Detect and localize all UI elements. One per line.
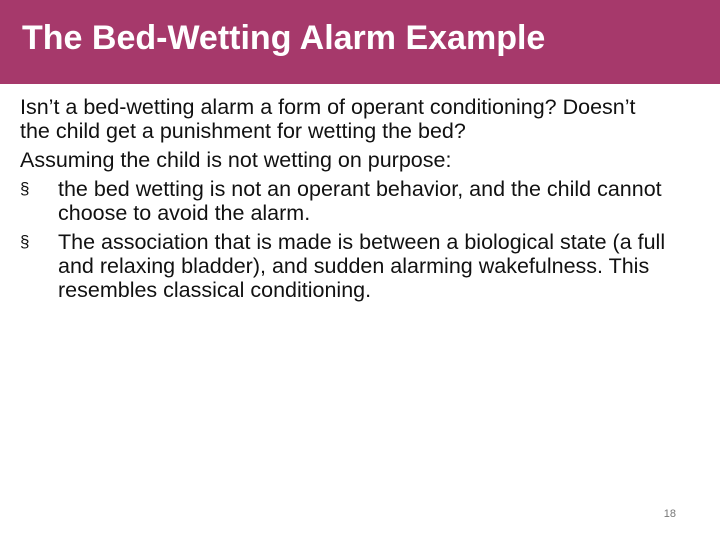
bullet-text: the bed wetting is not an operant behavior, and the child cannot choose to avoid the alarm. xyxy=(58,177,662,225)
bullet-item xyxy=(20,230,670,302)
assumption-text: Assuming the child is not wetting on purpose: xyxy=(20,148,452,172)
title-bar xyxy=(0,0,720,84)
intro-question: Isn’t a bed-wetting alarm a form of operant conditioning? Doesn’t the child get a punishment for wetting the bed? xyxy=(20,95,636,143)
bullet-square-icon: § xyxy=(20,232,30,251)
page-number: 18 xyxy=(663,508,676,520)
slide-title: The Bed-Wetting Alarm Example xyxy=(22,18,546,57)
bullet-text: The association that is made is between a biological state (a full and relaxing bladder), and sudden alarming wakefulness. This resembles classical conditioning. xyxy=(58,230,666,302)
slide-content xyxy=(20,95,670,307)
bullet-item xyxy=(20,177,670,225)
bullet-list xyxy=(20,177,670,302)
bullet-square-icon: § xyxy=(20,179,30,198)
